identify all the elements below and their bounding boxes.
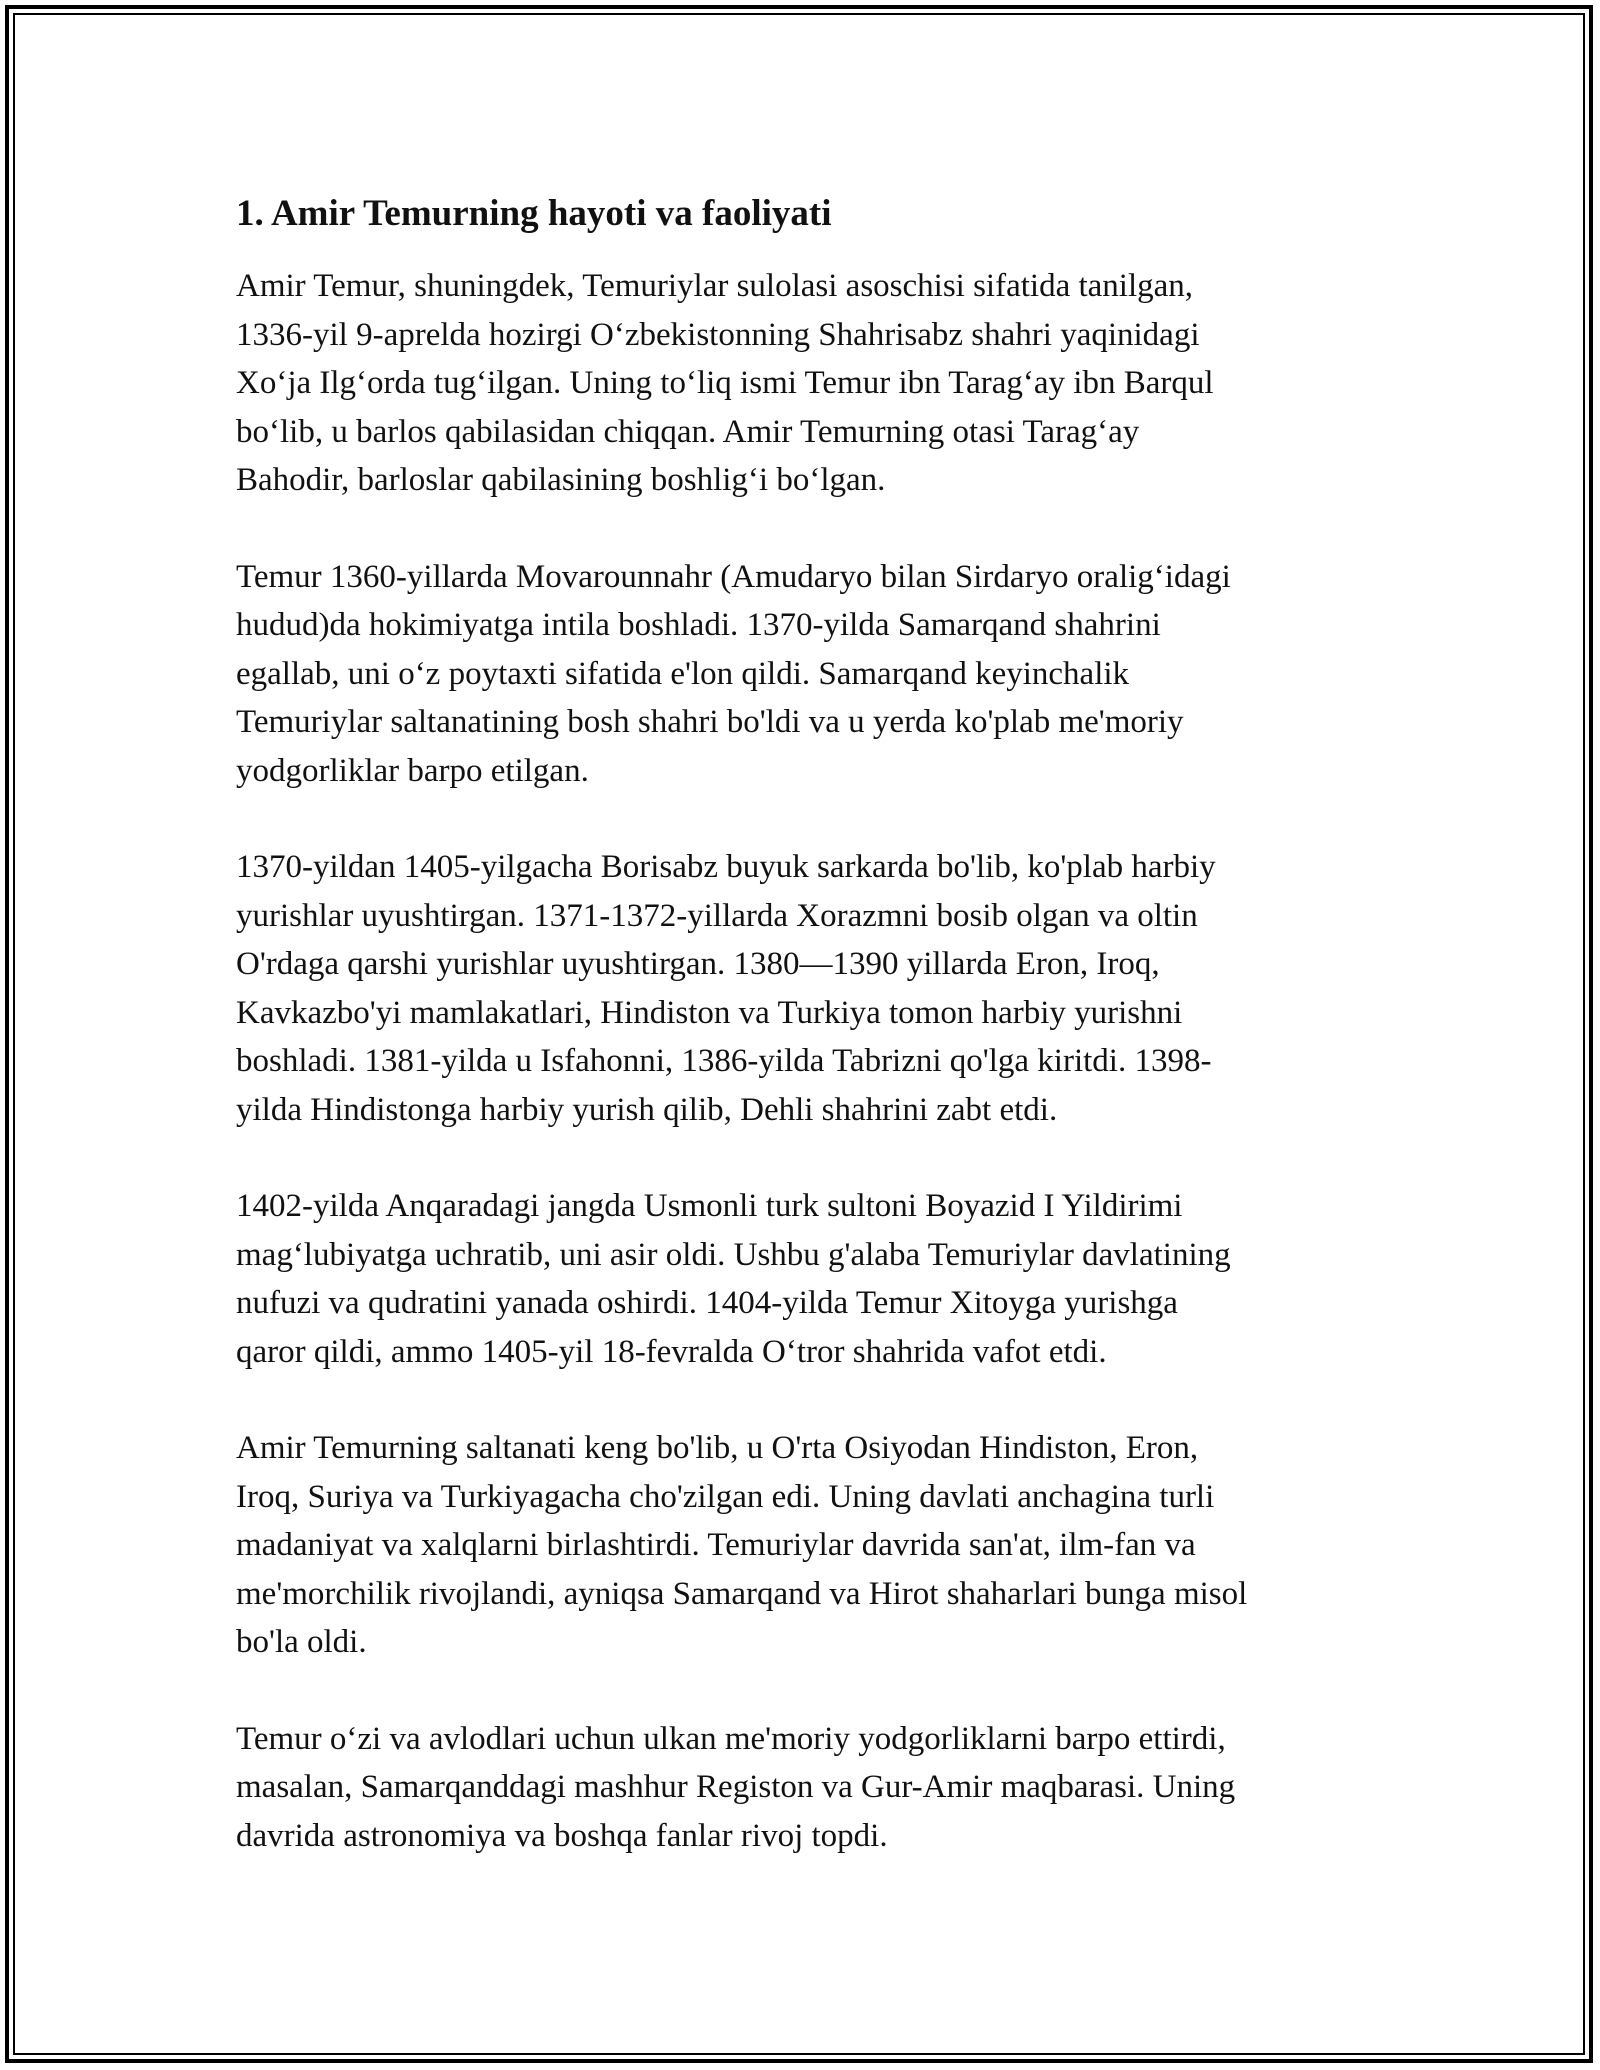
text-line: Bahodir, barloslar qabilasining boshlig‘i bo‘lgan. bbox=[236, 462, 886, 498]
text-line: mag‘lubiyatga uchratib, uni asir oldi. Ushbu g'alaba Temuriylar davlatining bbox=[236, 1236, 1231, 1273]
text-line: 1402-yilda Anqaradagi jangda Usmonli turk sultoni Boyazid I Yildirimi bbox=[236, 1188, 1183, 1224]
text-line: madaniyat va xalqlarni birlashtirdi. Temuriylar davrida san'at, ilm-fan va bbox=[236, 1527, 1196, 1563]
text-line: 1336-yil 9-aprelda hozirgi O‘zbekistonning Shahrisabz shahri yaqinidagi bbox=[236, 316, 1200, 353]
text-line: yodgorliklar barpo etilgan. bbox=[236, 752, 589, 789]
text-line: davrida astronomiya va boshqa fanlar rivoj topdi. bbox=[236, 1817, 888, 1854]
document-body bbox=[236, 186, 1366, 1908]
text-line: yurishlar uyushtirgan. 1371-1372-yillarda Xorazmni bosib olgan va oltin bbox=[236, 897, 1198, 934]
section-title: 1. Amir Temurning hayoti va faoliyati bbox=[236, 193, 832, 234]
text-line: O'rdaga qarshi yurishlar uyushtirgan. 1380—1390 yillarda Eron, Iroq, bbox=[236, 946, 1160, 982]
text-line: 1370-yildan 1405-yilgacha Borisabz buyuk sarkarda bo'lib, ko'plab harbiy bbox=[236, 849, 1216, 885]
text-line: Temur 1360-yillarda Movarounnahr (Amudaryo bilan Sirdaryo oralig‘idagi bbox=[236, 558, 1231, 595]
text-line: bo'la oldi. bbox=[236, 1624, 367, 1660]
paragraph-1 bbox=[236, 262, 1366, 505]
text-line: Temur o‘zi va avlodlari uchun ulkan me'moriy yodgorliklarni barpo ettirdi, bbox=[236, 1720, 1226, 1757]
text-line: Iroq, Suriya va Turkiyagacha cho'zilgan edi. Uning davlati anchagina turli bbox=[236, 1478, 1215, 1515]
paragraph-5 bbox=[236, 1424, 1366, 1667]
text-line: yilda Hindistonga harbiy yurish qilib, Dehli shahrini zabt etdi. bbox=[236, 1091, 1058, 1128]
text-line: Amir Temurning saltanati keng bo'lib, u O'rta Osiyodan Hindiston, Eron, bbox=[236, 1430, 1199, 1466]
text-line: egallab, uni o‘z poytaxti sifatida e'lon qildi. Samarqand keyinchalik bbox=[236, 655, 1130, 692]
text-line: nufuzi va qudratini yanada oshirdi. 1404-yilda Temur Xitoyga yurishga bbox=[236, 1285, 1178, 1321]
paragraph-6 bbox=[236, 1715, 1366, 1861]
text-line: masalan, Samarqanddagi mashhur Registon va Gur-Amir maqbarasi. Uning bbox=[236, 1769, 1236, 1805]
text-line: hudud)da hokimiyatga intila boshladi. 1370-yilda Samarqand shahrini bbox=[236, 607, 1161, 643]
text-line: boshladi. 1381-yilda u Isfahonni, 1386-yilda Tabrizni qo'lga kiritdi. 1398- bbox=[236, 1043, 1212, 1079]
text-line: me'morchilik rivojlandi, ayniqsa Samarqand va Hirot shaharlari bunga misol bbox=[236, 1575, 1248, 1612]
text-line: qaror qildi, ammo 1405-yil 18-fevralda O‘tror shahrida vafot etdi. bbox=[236, 1333, 1107, 1370]
text-line: Temuriylar saltanatining bosh shahri bo'ldi va u yerda ko'plab me'moriy bbox=[236, 704, 1184, 740]
text-line: Xo‘ja Ilg‘orda tug‘ilgan. Uning to‘liq ismi Temur ibn Tarag‘ay ibn Barqul bbox=[236, 365, 1214, 401]
text-line: Amir Temur, shuningdek, Temuriylar sulolasi asoschisi sifatida tanilgan, bbox=[236, 268, 1194, 304]
text-line: bo‘lib, u barlos qabilasidan chiqqan. Amir Temurning otasi Tarag‘ay bbox=[236, 413, 1140, 450]
paragraph-2 bbox=[236, 553, 1366, 796]
text-line: Kavkazbo'yi mamlakatlari, Hindiston va Turkiya tomon harbiy yurishni bbox=[236, 994, 1183, 1031]
paragraph-4 bbox=[236, 1182, 1366, 1376]
paragraph-3 bbox=[236, 843, 1366, 1134]
